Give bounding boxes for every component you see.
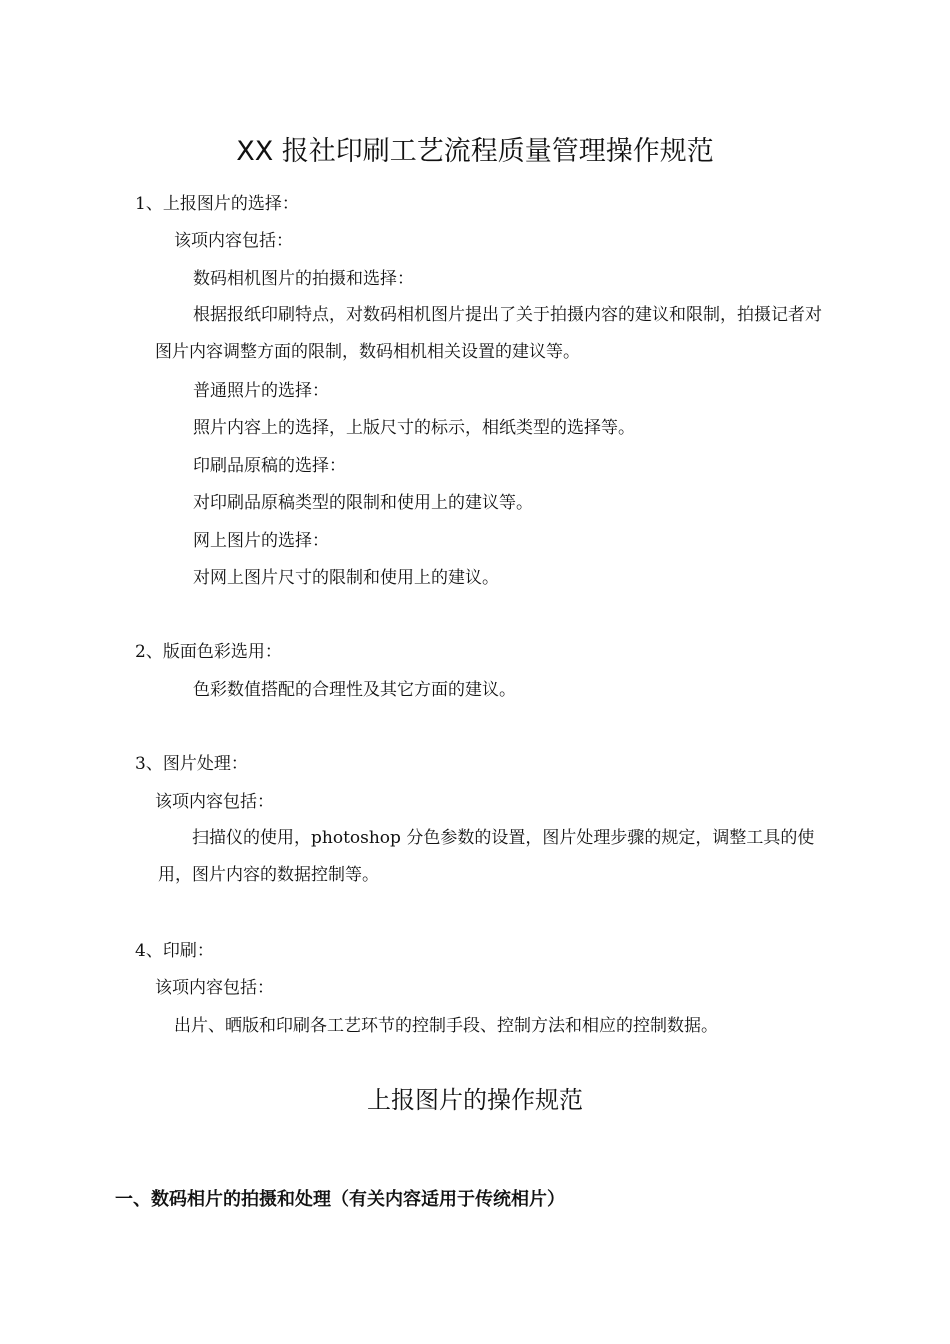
section1-heading: 1、上报图片的选择：: [135, 194, 299, 214]
document-title: XX 报社印刷工艺流程质量管理操作规范: [236, 136, 714, 167]
subtitle: 上报图片的操作规范: [367, 1086, 583, 1114]
chapter1-heading: 一、数码相片的拍摄和处理（有关内容适用于传统相片）: [115, 1189, 565, 1210]
print-original-heading: 印刷品原稿的选择：: [193, 456, 346, 476]
photo-paragraph: 照片内容上的选择，上版尺寸的标示，相纸类型的选择等。: [193, 418, 635, 438]
section4-paragraph: 出片、晒版和印刷各工艺环节的控制手段、控制方法和相应的控制数据。: [174, 1016, 718, 1036]
section4-heading: 4、印刷：: [135, 941, 214, 961]
web-image-heading: 网上图片的选择：: [193, 531, 329, 551]
section3-paragraph: 扫描仪的使用，photoshop 分色参数的设置，图片处理步骤的规定，调整工具的使用，图片内容的数据控制等。: [158, 828, 815, 885]
web-image-paragraph: 对网上图片尺寸的限制和使用上的建议。: [193, 568, 499, 588]
section3-intro: 该项内容包括：: [155, 792, 274, 812]
section4-intro: 该项内容包括：: [155, 978, 274, 998]
print-original-paragraph: 对印刷品原稿类型的限制和使用上的建议等。: [193, 493, 533, 513]
digital-camera-heading: 数码相机图片的拍摄和选择：: [193, 269, 414, 289]
section3-heading: 3、图片处理：: [135, 754, 248, 774]
photo-heading: 普通照片的选择：: [193, 381, 329, 401]
section2-paragraph: 色彩数值搭配的合理性及其它方面的建议。: [193, 680, 516, 700]
section1-intro: 该项内容包括：: [174, 231, 293, 251]
digital-camera-paragraph: 根据报纸印刷特点，对数码相机图片提出了关于拍摄内容的建议和限制，拍摄记者对图片内容调整方面的限制，数码相机相关设置的建议等。: [155, 305, 822, 362]
section2-heading: 2、版面色彩选用：: [135, 642, 282, 662]
